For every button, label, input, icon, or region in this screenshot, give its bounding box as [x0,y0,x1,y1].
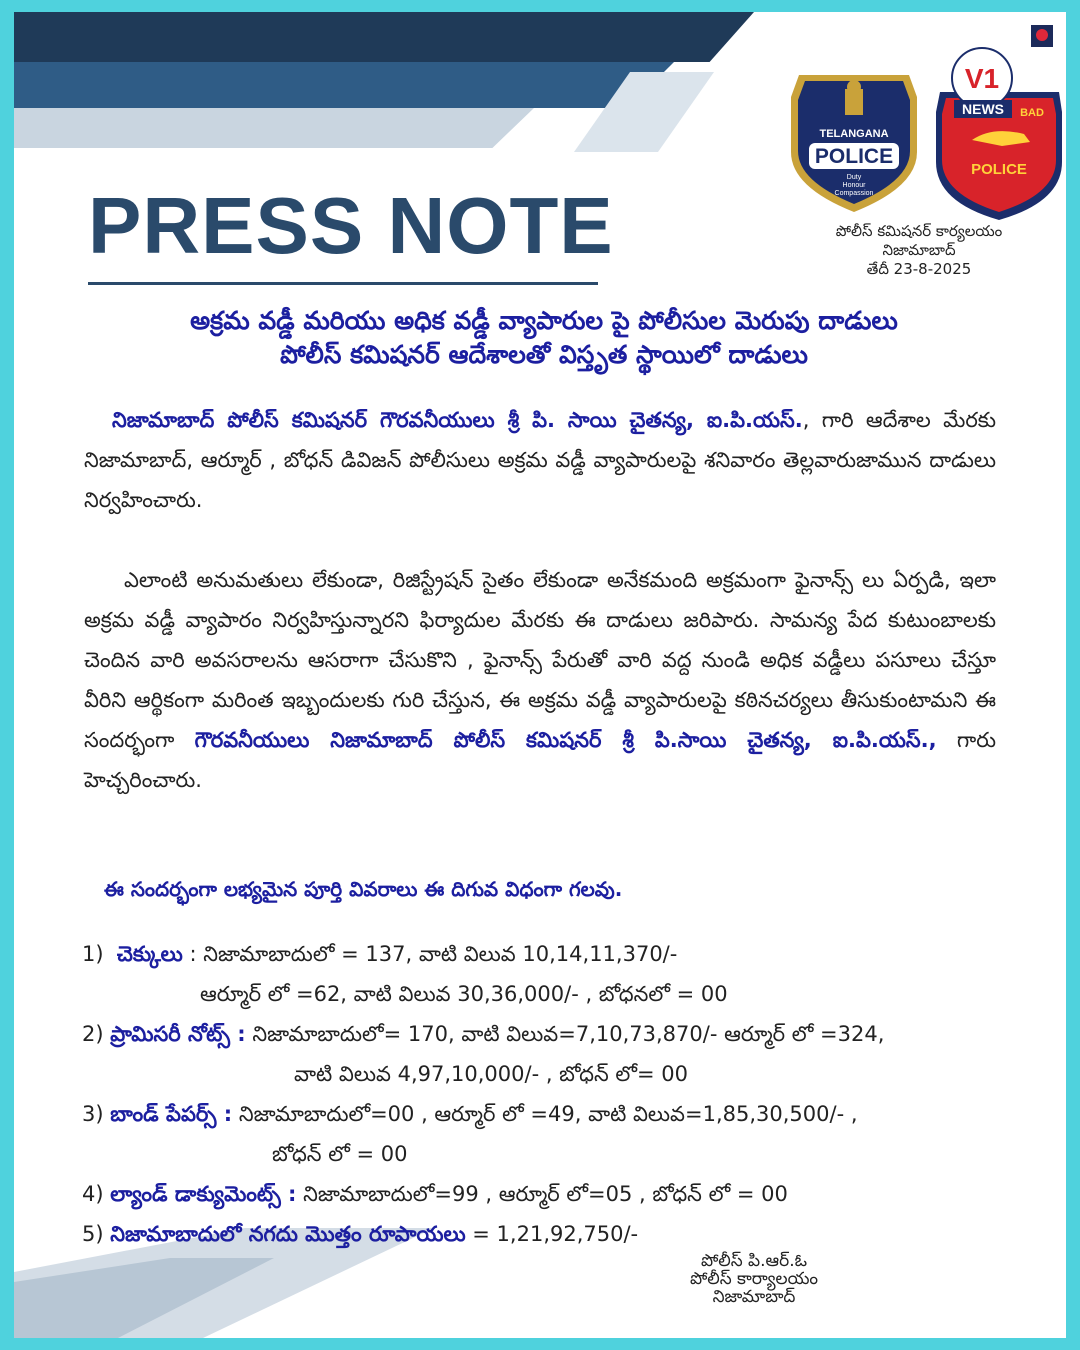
list-item-number: 4) [82,1182,104,1206]
list-item-continuation: వాటి విలువ 4,97,10,000/- , బోధన్ లో= 00 [294,1062,688,1086]
paragraph-1-text: , గారి ఆదేశాల మేరకు నిజామాబాద్, ఆర్మూర్ , బోధన్ డివిజన్ పోలీసులు అక్రమ వడ్డీ వ్యాపారులపై శనివారం తెల్లవారుజామున దాడులు నిర్వహించారు. [84,408,997,512]
list-item [82,934,1022,974]
list-item [82,1094,1022,1134]
news-badge-text: NEWS [962,101,1004,117]
paragraph-2-end: గారు హెచ్చరించారు. [84,728,996,792]
header-band-dark [14,12,754,62]
office-line-2: నిజామాబాద్ [882,241,956,259]
list-item-label: ప్రామిసరీ నోట్స్ : [110,1022,246,1046]
logo-tg-motto-1: Duty [846,174,862,181]
logo-tg-motto-3: Compassion [834,190,874,197]
header-band-mid [14,62,674,108]
office-address [794,222,1044,279]
paragraph-2-highlight: గౌరవనీయులు నిజామాబాద్ పోలీస్ కమిషనర్ శ్రీ పి.సాయి చైతన్య, ఐ.పి.యస్., [194,728,937,752]
paragraph-2-text: ఎలాంటి అనుమతులు లేకుండా, రిజిస్ట్రేషన్ సైతం లేకుండా అనేకమంది అక్రమంగా ఫైనాన్స్ లు ఏర్పడి, ఇలా అక్రమ వడ్డీ వ్యాపారం నిర్వహిస్తున్నారని ఫిర్యాదుల మేరకు ఈ దాడులు జరిపారు. సామన్య పేద కుటుంబాలకు చెందిన వారి అవసరాలను ఆసరాగా చేసుకొని , ఫైనాన్స్ పేరుతో వారి వద్ద నుండి అధిక వడ్డీలు పసూలు చేస్తూ వీరిని ఆర్థికంగా మరింత ఇబ్బందులకు గురి చేస్తున, ఈ అక్రమ వడ్డీ వ్యాపారులపై కఠినచర్యలు తీసుకుంటామని ఈ సందర్భంగా [84,568,996,752]
signature-line-2: పోలీస్ కార్యాలయం [689,1269,819,1289]
telangana-police-logo-icon [779,57,929,217]
list-item-text: నిజామాబాదులో= 170, వాటి విలువ=7,10,73,870/- ఆర్మూర్ లో =324, [245,1022,885,1046]
title-underline [88,282,598,285]
headline [54,304,1034,372]
office-line-1: పోలీస్ కమిషనర్ కార్యలయం [835,222,1003,240]
list-item-label: ల్యాండ్ డాక్యుమెంట్స్ : [110,1182,297,1206]
headline-line-1: అక్రమ వడ్డీ మరియు అధిక వడ్డీ వ్యాపారుల పై పోలీసుల మెరుపు దాడులు [190,306,898,335]
header-band-light [14,108,534,148]
logo-nzb-top-text: BAD [1020,107,1044,119]
list-item-label: బాండ్ పేపర్స్ : [110,1102,233,1126]
list-item [82,1214,1022,1254]
list-item-label: నిజామాబాదులో నగదు మొత్తం రూపాయలు [110,1222,466,1246]
logo-tg-top-text: TELANGANA [819,128,889,140]
nizamabad-police-logo-icon [932,42,1066,222]
paragraph-2 [84,560,996,800]
list-item-text: నిజామాబాదులో=99 , ఆర్మూర్ లో=05 , బోధన్ లో = 00 [296,1182,788,1206]
details-list [82,934,1022,1254]
logo-nzb-main-text: POLICE [971,161,1027,178]
press-note-page [14,12,1066,1338]
signature-block [634,1252,874,1306]
list-item-number: 1) [82,942,104,966]
logo-tg-main-text: POLICE [814,145,894,168]
list-item-number: 3) [82,1102,104,1126]
list-item-text: = 1,21,92,750/- [465,1222,639,1246]
office-date: తేదీ 23-8-2025 [866,260,972,278]
list-item-label: చెక్కులు [116,942,183,966]
list-item-continuation: ఆర్మూర్ లో =62, వాటి విలువ 30,36,000/- , బోధనలో = 00 [200,982,728,1006]
press-note-title: PRESS NOTE [88,181,614,270]
paragraph-1-highlight: నిజామాబాద్ పోలీస్ కమిషనర్ గౌరవనీయులు శ్రీ పి. సాయి చైతన్య, ఐ.పి.యస్. [112,408,803,432]
list-item [82,1014,1022,1054]
headline-line-2: పోలీస్ కమిషనర్ ఆదేశాలతో విస్తృత స్థాయిలో దాడులు [280,340,808,369]
logo-tg-motto-2: Honour [842,182,866,189]
list-item-number: 5) [82,1222,104,1246]
list-item-text: నిజామాబాదులో=00 , ఆర్మూర్ లో =49, వాటి విలువ=1,85,30,500/- , [232,1102,858,1126]
signature-line-3: నిజామాబాద్ [712,1287,796,1307]
news-badge-letter: V1 [964,63,1000,94]
list-item [82,1174,1022,1214]
list-item-number: 2) [82,1022,104,1046]
list-item-text: : నిజామాబాదులో = 137, వాటి విలువ 10,14,11,370/- [182,942,678,966]
list-item-continuation: బోధన్ లో = 00 [272,1142,408,1166]
details-intro: ఈ సందర్భంగా లభ్యమైన పూర్తి వివరాలు ఈ దిగువ విధంగా గలవు. [104,877,623,901]
signature-line-1: పోలీస్ పి.ఆర్.ఓ [700,1251,808,1271]
paragraph-1 [84,400,996,520]
